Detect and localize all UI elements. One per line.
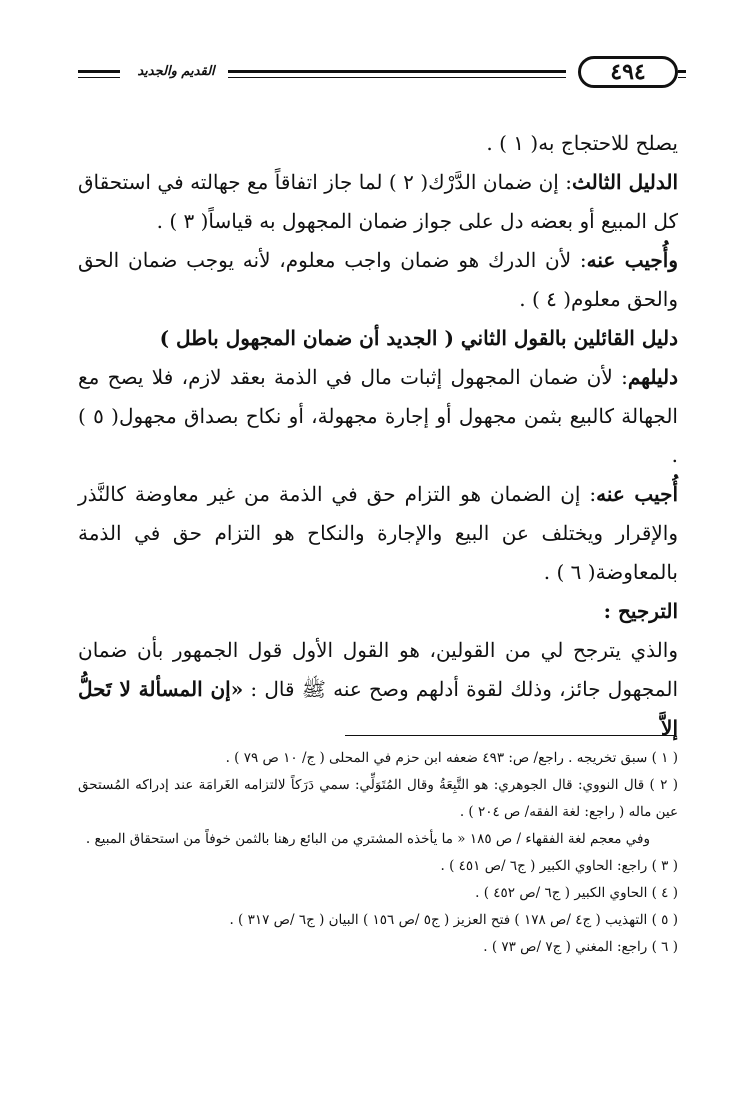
answer-1-label: وأُجيب عنه: [586, 248, 679, 272]
header-rule-short: [78, 70, 120, 78]
hadith-start: «إن المسألة لا تَحلُّ إلاَّ: [78, 677, 678, 740]
footnote-2: ( ٢ ) قال النووي: قال الجوهري: هو التَّبِعَةُ وقال المُتَوَلِّي: سمي دَرَكاً لالتزامه الغَرامَة عند إدراكه المُستحق عين ماله ( راجع: لغة الفقه/ ص ٢٠٤ ) .: [78, 777, 678, 820]
page-header: [78, 50, 686, 100]
footnote-1: ( ١ ) سبق تخريجه . راجع/ ص: ٤٩٣ ضعفه ابن حزم في المحلى ( ج/ ١٠ ص ٧٩ ) .: [225, 750, 678, 766]
header-rule-right: [678, 70, 686, 78]
header-rule-long: [228, 70, 566, 78]
answer-1-text: : لأن الدرك هو ضمان واجب معلوم، لأنه يوجب ضمان الحق والحق معلوم( ٤ ) .: [78, 248, 678, 311]
footnotes: [78, 745, 678, 961]
evidence-label: دليلهم: [627, 365, 678, 389]
section-heading: دليل القائلين بالقول الثاني ( الجديد أن ضمان المجهول باطل ): [159, 326, 678, 350]
footnote-6: ( ٦ ) راجع: المغني ( ج٧ /ص ٧٣ ) .: [483, 939, 678, 955]
paragraph-answer-2: [78, 475, 678, 592]
paragraph-line1: يصلح للاحتجاج به( ١ ) .: [486, 131, 678, 155]
footnote-2-continued: وفي معجم لغة الفقهاء / ص ١٨٥ « ما يأخذه المشتري من البائع رهنا بالثمن خوفاً من استحقاق المبيع .: [85, 831, 650, 847]
main-text: [78, 124, 678, 748]
argument-3-text: : إن ضمان الدَّرْك( ٢ ) لما جاز اتفاقاً مع جهالته في استحقاق كل المبيع أو بعضه دل على جواز ضمان المجهول به قياساً( ٣ ) .: [78, 170, 678, 233]
footnote-5: ( ٥ ) التهذيب ( ج٤ /ص ١٧٨ ) فتح العزيز ( ج٥ /ص ١٥٦ ) البيان ( ج٦ /ص ٣١٧ ) .: [229, 912, 678, 928]
paragraph-evidence: [78, 358, 678, 475]
footnote-4: ( ٤ ) الحاوي الكبير ( ج٦ /ص ٤٥٢ ) .: [475, 885, 678, 901]
argument-3-label: الدليل الثالث: [572, 170, 678, 194]
preference-text: والذي يترجح لي من القولين، هو القول الأول قول الجمهور بأن ضمان المجهول جائز، وذلك لقوة أدلهم وصح عنه ﷺ قال :: [78, 638, 678, 701]
paragraph-argument-3: [78, 163, 678, 241]
footnote-3: ( ٣ ) راجع: الحاوي الكبير ( ج٦ /ص ٤٥١ ) .: [440, 858, 678, 874]
answer-2-label: أُجيب عنه: [596, 482, 678, 506]
paragraph-answer-1: [78, 241, 678, 319]
page-number: ٤٩٤: [578, 56, 678, 88]
answer-2-text: : إن الضمان هو التزام حق في الذمة من غير معاوضة كالنَّذر والإقرار ويختلف عن البيع والإجارة والنكاح هو التزام حق في الذمة بالمعاوضة( ٦ ) .: [78, 482, 678, 584]
preference-heading: الترجيح :: [603, 599, 678, 623]
footnote-divider: [345, 735, 675, 736]
paragraph-preference: [78, 631, 678, 748]
running-title: القديم والجديد: [137, 64, 215, 79]
evidence-text: : لأن ضمان المجهول إثبات مال في الذمة بعقد لازم، فلا يصح مع الجهالة كالبيع بثمن مجهول أو إجارة مجهولة، أو نكاح بصداق مجهول( ٥ ) .: [78, 365, 678, 467]
